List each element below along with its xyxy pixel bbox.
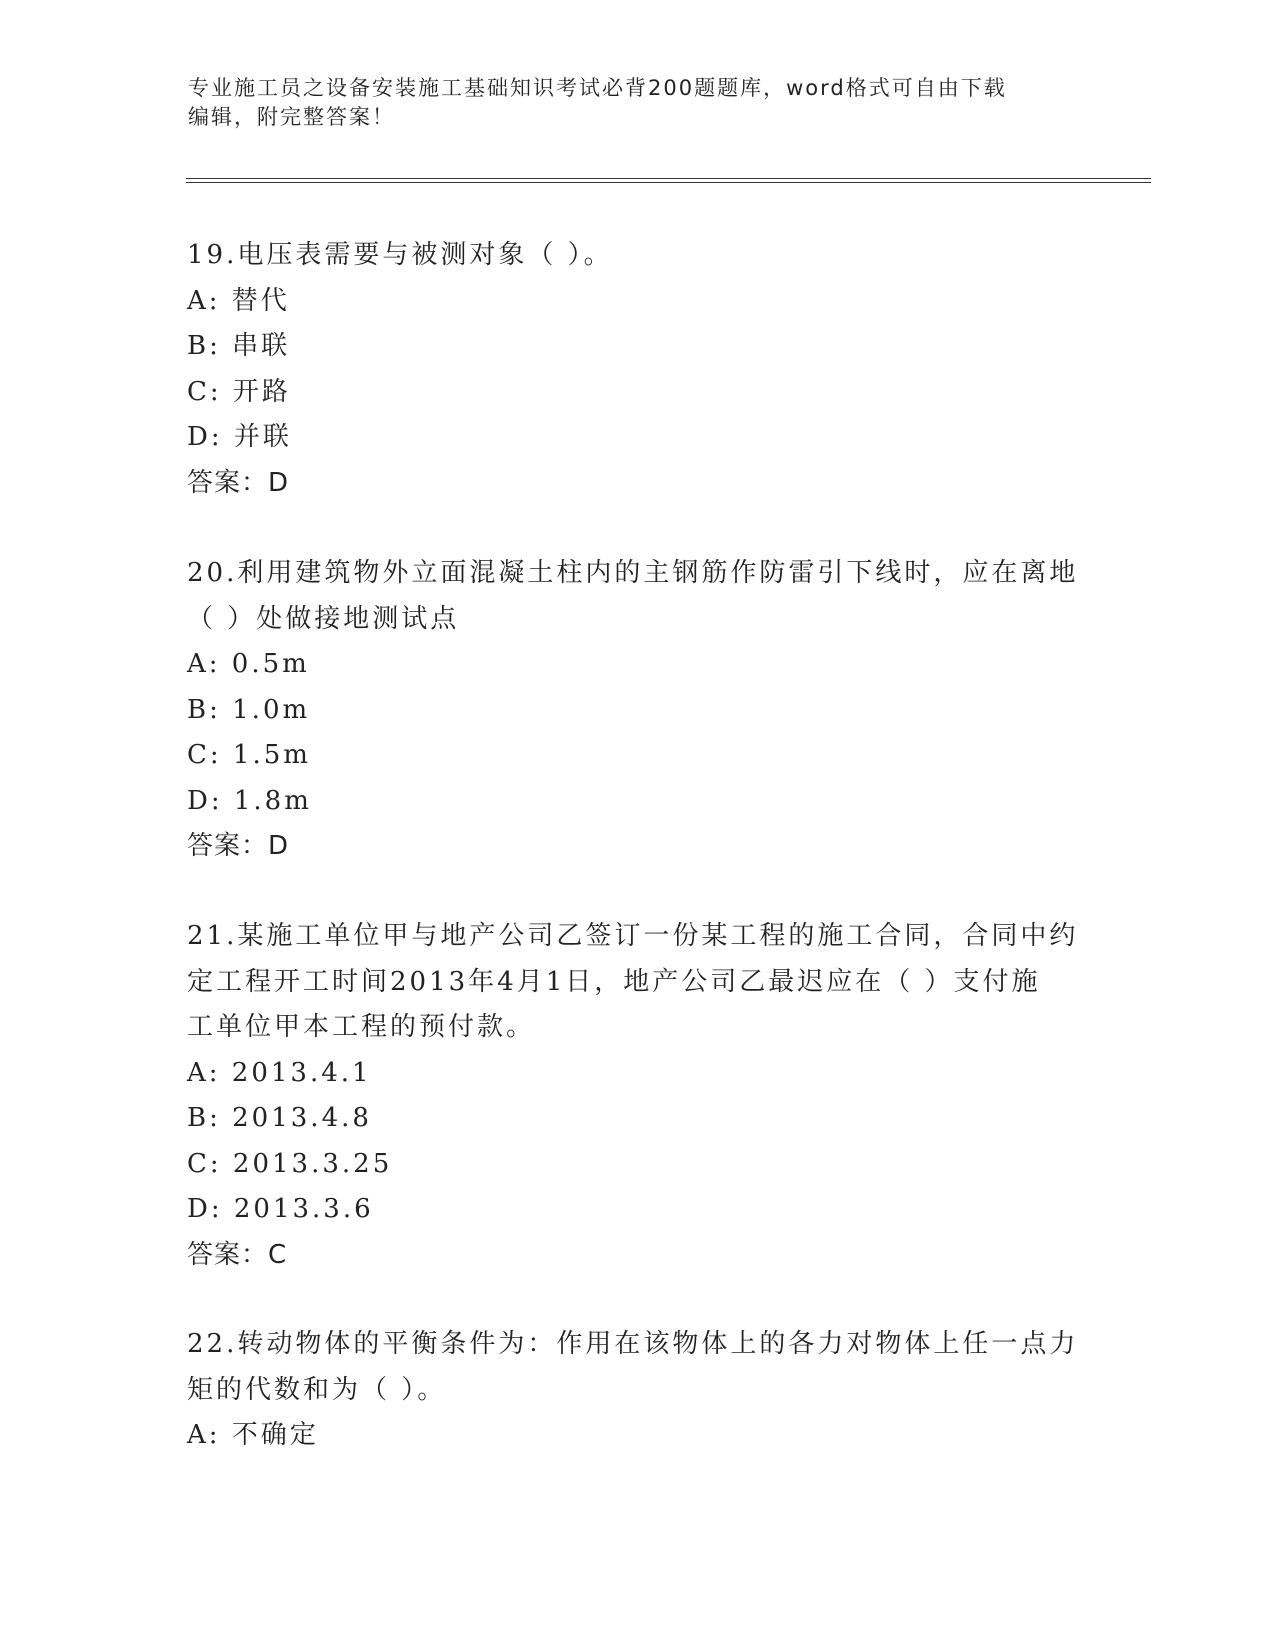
question-text-line: 22.转动物体的平衡条件为：作用在该物体上的各力对物体上任一点力 bbox=[187, 1329, 1079, 1359]
question-text-line: 21.某施工单位甲与地产公司乙签订一份某工程的施工合同，合同中约 bbox=[187, 921, 1079, 951]
answer: 答案：D bbox=[187, 467, 290, 498]
header-divider-top bbox=[186, 178, 1151, 179]
question-22 bbox=[187, 1322, 1087, 1459]
question-text-line: 19.电压表需要与被测对象（ ）。 bbox=[187, 240, 613, 270]
option-d: D: 并联 bbox=[187, 422, 292, 452]
question-19 bbox=[187, 233, 1087, 506]
option-d: D: 1.8m bbox=[187, 785, 312, 816]
option-c: C: 1.5m bbox=[187, 740, 311, 770]
option-b: B: 2013.4.8 bbox=[187, 1103, 372, 1133]
question-20 bbox=[187, 551, 1087, 870]
header-line-1: 专业施工员之设备安装施工基础知识考试必背200题题库，word格式可自由下载 bbox=[188, 76, 1007, 100]
option-a: A: 不确定 bbox=[187, 1420, 319, 1450]
option-c: C: 2013.3.25 bbox=[187, 1148, 393, 1179]
option-c: C: 开路 bbox=[187, 376, 291, 407]
option-a: A: 2013.4.1 bbox=[187, 1057, 372, 1088]
option-a: A: 0.5m bbox=[187, 649, 310, 679]
question-text bbox=[187, 1322, 1087, 1413]
option-b: B: 1.0m bbox=[187, 694, 311, 725]
option-b: B: 串联 bbox=[187, 331, 291, 361]
question-text-line: 定工程开工时间2013年4月1日，地产公司乙最迟应在（ ）支付施 bbox=[187, 966, 1041, 997]
question-21 bbox=[187, 914, 1087, 1278]
question-text bbox=[187, 914, 1087, 1051]
question-text-line: 20.利用建筑物外立面混凝土柱内的主钢筋作防雷引下线时，应在离地 bbox=[187, 558, 1079, 588]
question-text bbox=[187, 551, 1087, 642]
question-text-line: 矩的代数和为（ ）。 bbox=[187, 1374, 447, 1405]
question-text-line: （ ）处做接地测试点 bbox=[187, 603, 460, 634]
document-header bbox=[188, 74, 1068, 132]
header-divider-bottom bbox=[186, 182, 1151, 183]
question-text-line: 工单位甲本工程的预付款。 bbox=[187, 1012, 536, 1042]
option-d: D: 2013.3.6 bbox=[187, 1194, 374, 1224]
answer: 答案：C bbox=[187, 1239, 288, 1270]
option-a: A: 替代 bbox=[187, 285, 290, 316]
header-line-2: 编辑，附完整答案！ bbox=[188, 105, 395, 129]
question-text bbox=[187, 233, 1087, 279]
answer: 答案：D bbox=[187, 831, 290, 861]
